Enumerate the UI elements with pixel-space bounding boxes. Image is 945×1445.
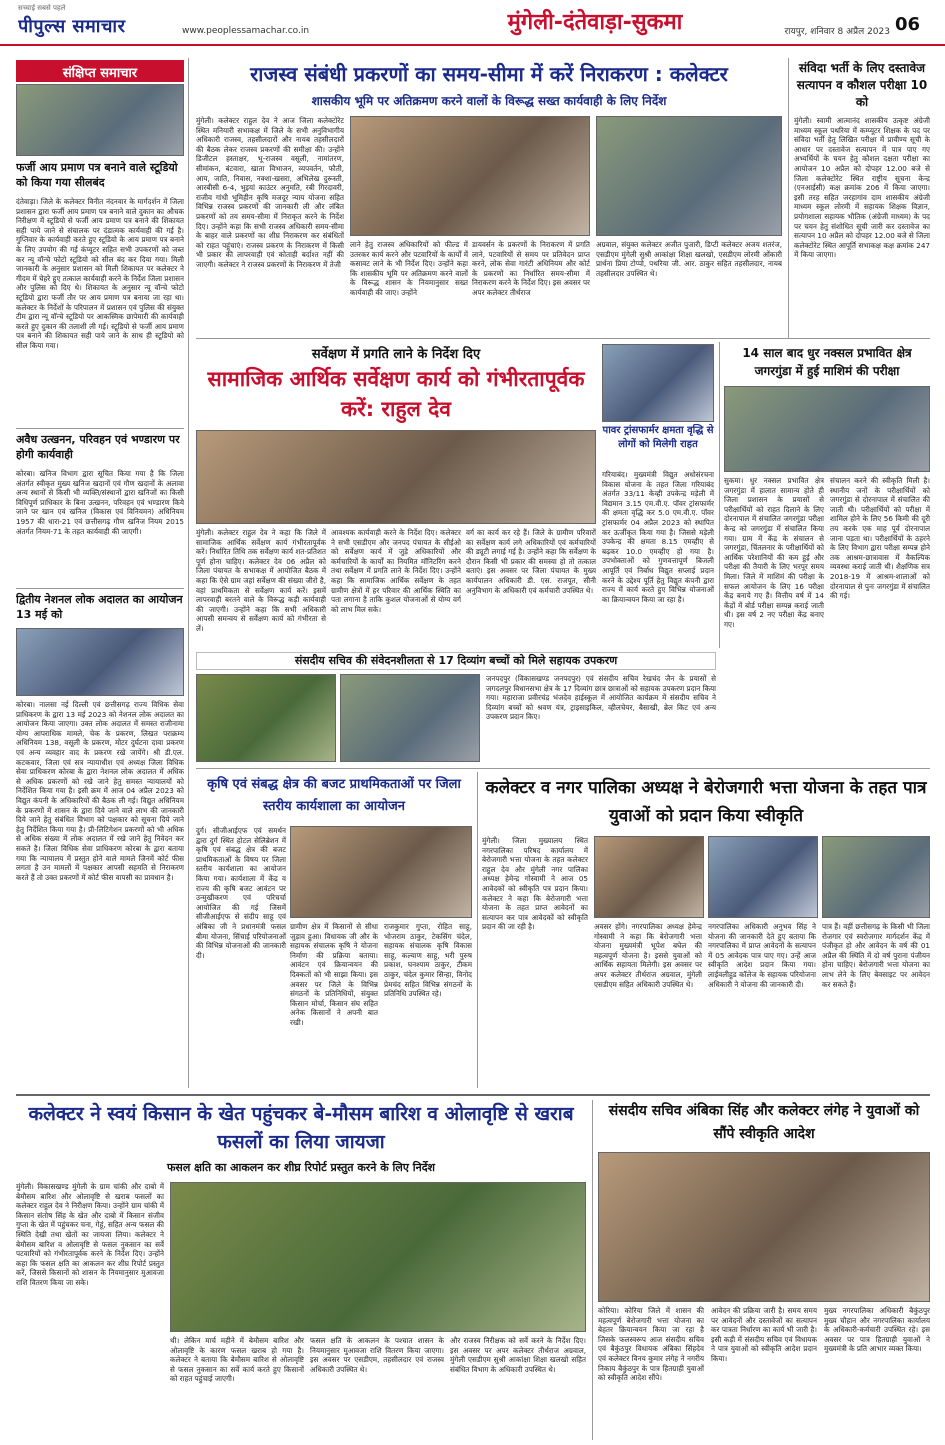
farm-photo [170, 1182, 586, 1332]
lead-body-col3: डायवर्सन के प्रकरणों के निराकरण में प्रगति लाने, पटवारियों से समय पर प्रतिवेदन प्राप्त करने, लोक सेवा गारंटी अधिनियम और कोर्ट के प्रकरणों का निर्धारित समय-सीमा में निराकरण करने के निर्देश दिए। इस अवसर पर अपर कलेक्टर तीर्थराज [472, 240, 590, 297]
dateline: रायपुर, शनिवार 8 अप्रैल 2023 [784, 27, 890, 37]
lead-photo-meeting [350, 116, 590, 236]
divider [196, 338, 930, 339]
agri-body-col3: राजकुमार गुप्ता, रोहित साहू, भोजराम ठाकुर, टेकसिंग चंदेल, सहायक संचालक कृषि विकास साहू, कल्याण साहू, भरी पुरुष प्रकाश, घनश्याम ठाकुर, टीकम ठाकुर, चंदेल कुमार सिन्हा, विनोद प्रेमचंद सहित विभिन्न संगठनों के प्रतिनिधि उपस्थित रहे। [384, 922, 472, 999]
divider [196, 768, 930, 769]
lead-body-col1: मुंगेली। कलेक्टर राहुल देव ने आज जिला कलेक्टोरेट स्थित मनियारी सभाकक्ष में जिले के सभी अनुविभागीय अधिकारी राजस्व, तहसीलदारों और नायब तहसीलदारों की बैठक लेकर राजस्व प्रकरणों की समीक्षा की। उन्होंने डिजीटल हस्ताक्षर, भू-राजस्व वसूली, नामांतरण, सीमांकन, बंटवारा, खाता विभाजन, व्यपवर्तन, फौती, आय, जाति, निवास, नक्शा-खसरा, अभिलेख दुरूस्ती, आरबीसी 6-4, भुइयां काउंटर अनुमति, रबी गिरदावरी, राजीव गांधी भूमिहीन कृषि मजदूर न्याय योजना सहित विभिन्न राजस्व प्रकरणों की जानकारी ली और लंबित प्रकरणों को तय समय-सीमा में निराकृत करने के निर्देश दिए। उन्होंने कहा कि सभी राजस्व अधिकारी समय-सीमा के बाहर वाले प्रकरणों का शीघ्र निराकरण कर संबंधितों को राहत पहुंचाएं। राजस्व प्रकरण के निराकरण में किसी भी प्रकार की लापरवाही एवं कोताही बर्दाश्त नहीं की जाएगी। कलेक्टर ने राजस्व प्रकरणों के निराकरण में तेजी [196, 116, 344, 269]
sanction-headline: संसदीय सचिव अंबिका सिंह और कलेक्टर लंगेह ने युवाओं को सौंपे स्वीकृति आदेश [608, 1103, 920, 1142]
logo-tagline: सच्चाई सबसे पहले [18, 4, 66, 12]
brief-3-headline: द्वितीय नेशनल लोक अदालत का आयोजन 13 मई को [16, 593, 183, 621]
divider [16, 428, 184, 429]
bhatta-photo-1 [594, 836, 704, 918]
farm-subhead: फसल क्षति का आकलन कर शीघ्र रिपोर्ट प्रस्तुत करने के लिए निर्देश [166, 1161, 436, 1174]
lead-photo-officials [596, 116, 782, 236]
exam-body-col1: सुकमा। धुर नक्सल प्रभावित क्षेत्र जगरगुंडा में हालात सामान्य होते ही जिला प्रशासन के प्रयासों से परीक्षार्थियों को राहत दिलाने के लिए दोरनापाल में संचालित जगरगुंडा परीक्षा केन्द्र को जगरगुंडा में संचालित किया गया। ग्राम में केंद्र के संचालन से जगरगुंडा, चिंतलनार के परीक्षार्थियों को आर्थिक परेशानियों की कम हुई और परीक्षा की तैयारी के लिए भरपूर समय मिला। जिले में माशिमं की परीक्षा के सफल आयोजन के लिए 16 परीक्षा केंद्र बनाये गए हैं। वित्तीय वर्ष में 14 केंद्रों में बोर्ड परीक्षा सम्पन्न कराई जाती थी। इस वर्ष 2 नए परीक्षा केंद्र बनाए गए। [724, 476, 824, 629]
brief-news-tag: संक्षिप्त समाचार [16, 60, 184, 82]
samvida-body: मुंगेली। स्वामी आत्मानंद शासकीय उत्कृष्ट अंग्रेजी माध्यम स्कूल पथरिया में कम्प्यूटर शिक्षक के पद पर संविदा भर्ती हेतु लिखित परीक्षा में प्रावीण्य सूची के आधार पर दस्तावेज सत्यापन में पात्र पाए गए अभ्यर्थियों के चयन हेतु कौशल दक्षता परीक्षा का आयोजन 10 अप्रैल को दोपहर 12.00 बजे से जिला कलेक्टोरेट स्थित राष्ट्रीय सूचना केन्द्र (एनआईसी) कक्ष क्रमांक 206 में किया जाएगा। इसी तरह सहित जरहागांव दाम शासकीय अंग्रेजी माध्यम स्कूल लोरमी में सहायक शिक्षक विज्ञान, प्रयोगशाला सहायक भौतिक (अंग्रेजी माध्यम) के पद पर चयन हेतु संशोधित सूची जारी कर दस्तावेज का सत्यापन 10 अप्रैल को दोपहर 12.00 बजे से जिला कलेक्टोरेट स्थित आपूर्ति सभाकक्ष कक्ष क्रमांक 247 में किया जाएगा। [794, 116, 930, 260]
masthead [0, 0, 945, 46]
divyang-headline-box [196, 652, 716, 670]
bhatta-body-col3: नगरपालिका अधिकारी अनुभव सिंह ने योजना की जानकारी देते हुए बताया कि नगरपालिका में प्राप्त आवेदनों के सत्यापन में 05 आवेदक पात्र पाए गए। उन्हें आज स्वीकृति आदेश प्रदान किया गया। लाईवलीहुड कॉलेज के सहायक परियोजना अधिकारी ने योजना की जानकारी दी। [708, 922, 816, 989]
agri-body-col1: दुर्ग। सीजीआईएफ एवं समर्थन द्वारा दुर्ग स्थित होटल सेलिब्रेशन में कृषि एवं संबद्ध क्षेत्र की बजट प्राथमिकताओं के विषय पर जिला स्तरीय कार्यशाला का आयोजन किया गया। कार्यशाला में केंद्र व राज्य की कृषि बजट आवंटन पर उन्मुखीकरण एवं परिचर्चा आयोजित की गई जिसमें सीजीआईएफ से संदीप साहू एवं अंबिका जी ने प्रधानमंत्री फसल बीमा योजना, सिंचाई परियोजनाओं की विभिन्न योजनाओं की जानकारी दी। [196, 826, 286, 960]
survey-kicker: सर्वेक्षण में प्रगति लाने के निर्देश दिए [311, 347, 481, 362]
farm-body-col2: थी। लेकिन मार्च महीने में बेमौसम बारिश और ओलावृष्टि के कारण फसल खराब हो गया है। कलेक्टर ने बताया कि बेमौसम बारिश से ओलावृष्टि से फसल नुकसान का सर्वे कार्य करते हुए किसानों को राहत पहुंचाई जाएगी। [170, 1336, 304, 1384]
logo-text: पीपुल्स समाचार [18, 16, 126, 37]
bhatta-photo-2 [708, 836, 818, 918]
page-number: 06 [895, 14, 921, 35]
newspaper-logo [18, 4, 168, 40]
survey-headline: सामाजिक आर्थिक सर्वेक्षण कार्य को गंभीरतापूर्वक करें: राहुल देव [207, 367, 585, 421]
column-rule [719, 342, 720, 648]
bhatta-photo-3 [822, 836, 930, 918]
agri-photo [290, 826, 472, 918]
column-rule [188, 58, 189, 1088]
brief-1-body: दंतेवाड़ा। जिले के कलेक्टर विनीत नंदनवार के मार्गदर्शन में जिला प्रशासन द्वारा फर्जी आय प्रमाण पत्र बनाने वाले दुकान का औचक निरीक्षण में स्टूडियो से फर्जी आय प्रमाण पत्र बनाने की शिकायत सही पाये जाने से संचालक पर दंडात्मक कार्यवाही की गई है। गुप्तिवार के कार्यवाही करते हुए स्टूडियो के आय प्रमाण पत्र बनाने के लिए उपयोग की गई कंप्यूटर सहित सभी उपकरणों को जब्त कर न्यू वॉन्चे फोटो स्टूडियो को सील बंद कर दिया गया। मिली जानकारी के अनुसार प्रशासन को मिली शिकायत पर कलेक्टर ने गीदम में चेहरे हुए तत्काल कार्यवाही करने के निर्देश जिला प्रशासन और पुलिस को दिए थे। शिकायत के अनुसार न्यू वॉन्चे फोटो स्टूडियो द्वारा फर्जी तौर पर आय प्रमाण पत्र बनाया जा रहा था। कलेक्टर के निर्देशों के परिपालन में प्रशासन एवं पुलिस की संयुक्त टीम द्वारा न्यू वॉन्चे स्टूडियो पर आकस्मिक छापेमारी की कार्यवाही करते हुए दुकान की तलाशी ली गई। स्टूडियो से फर्जी आय प्रमाण पत्र बनाने की शिकायत सही पाये जाने के साथ ही स्टूडियो को सील किया गया। [16, 197, 184, 350]
farm-body-col4: और राजस्व निरीक्षक को सर्वे करने के निर्देश दिए। इस अवसर पर अपर कलेक्टर तीर्थराज अग्रवाल, मुंगेली एसडीएम सुश्री आकांक्षा शिक्षा खलखो सहित संबंधित विभाग के अधिकारी उपस्थित थे। [450, 1336, 586, 1374]
brief-3-body: कोरबा। नालसा नई दिल्ली एवं छत्तीसगढ़ राज्य विधिक सेवा प्राधिकरण के द्वारा 13 मई 2023 को नेशनल लोक अदालत का आयोजन किया जाएगा। उक्त लोक अदालत में समस्त राजीनामा योग्य आपराधिक मामले, चेक के प्रकरण, लिखत पराक्रम्य अधिनियम 138, वसूली के प्रकरण, मोटर दुर्घटना दावा प्रकरण एवं अन्य व्यवहार वाद के प्रकरण रखे जायेंगे। श्री डी.एल. कटकवार, जिला एवं सत्र न्यायाधीश एवं अध्यक्ष जिला विधिक सेवा प्राधिकरण कोरबा के द्वारा नेशनल लोक अदालत में अधिक से अधिक प्रकरणों को रखे जाने हेतु समस्त न्यायालयों को निर्देशित किया गया है। इसी क्रम में आज 04 अप्रैल 2023 को विद्युत कंपनी के अधिकारियों की बैठक ली गई। विद्युत अधिनियम के प्रकरणों में शासन के द्वारा दिये जाने वाले लाभ की जानकारी दिये जाने हेतु संबंधित विभाग को पक्षकार को सूचना दिये जाने हेतु निर्देशित किया गया है। प्री-लिटिगेशन प्रकरणों को भी अधिक से अधिक संख्या में लोक अदालत में रखे जाने हेतु निवेदन कर सकते है। जिला विधिक सेवा प्राधिकरण कोरबा के द्वारा बताया गया कि न्यायालय में प्रस्तुत होने वाले मामले जिनमें कोर्ट फीस लगता है उन मामलों में पक्षकार आपसी सहमति से निराकरण करते हैं तो उक्त प्रकरणों में कोर्ट फीस वापसी का प्रावधान है। [16, 700, 184, 882]
transformer-body: गरियाबंद। मुख्यमंत्री विद्युत अधोसंरचना विकास योजना के तहत जिला गरियाबंद अंतर्गत 33/11 केव्ही उपकेन्द्र मड़ेली में विद्यमान 3.15 एम.वी.ए. पॉवर ट्रांसफार्मर की क्षमता वृद्धि कर 5.0 एम.वी.ए. पॉवर ट्रांसफार्मर 04 अप्रैल 2023 को स्थापित कर ऊर्जीकृत किया गया है। जिससे मड़ेली उपकेन्द्र की क्षमता 8.15 एमव्हीए से बढ़कर 10.0 एमव्हीए हो गया है। उपभोक्ताओं को गुणवत्तापूर्ण बिजली आपूर्ति एवं निर्बाध विद्युत सप्लाई प्रदान करने के उद्देश्य पूर्ति हेतु विद्युत कंपनी द्वारा राज्य में कार्य करते हुए विभिन्न योजनाओं का क्रियान्वयन किया जा रहा है। [602, 470, 714, 604]
survey-photo [196, 430, 596, 524]
column-rule [477, 772, 478, 1088]
sanction-body-col1: कोरिया। कोरिया जिले में शासन की महत्वपूर्ण बेरोजगारी भत्ता योजना का बेहतर क्रियान्वयन किया जा रहा है जिसके फलस्वरूप आज संसदीय सचिव एवं बैकुंठपुर विधायक अंबिका सिंहदेव एवं कलेक्टर विनय कुमार लंगेह ने नगरीय निकाय बैकुंठपुर के पात्र हितग्राही युवाओं को स्वीकृति आदेश सौंपे। [598, 1306, 704, 1383]
brief-photo-1 [16, 84, 184, 156]
bhatta-headline: कलेक्टर व नगर पालिका अध्यक्ष ने बेरोजगारी भत्ता योजना के तहत पात्र युवाओं को प्रदान किया स्वीकृति [485, 778, 927, 826]
brief-2-headline: अवैध उत्खनन, परिवहन एवं भण्डारण पर होगी कार्यवाही [16, 433, 180, 461]
agri-headline: कृषि एवं संबद्ध क्षेत्र की बजट प्राथमिकताओं पर जिला स्तरीय कार्यशाला का आयोजन [207, 777, 461, 814]
lead-headline: राजस्व संबंधी प्रकरणों का समय-सीमा में करें निराकरण : कलेक्टर [250, 62, 728, 86]
brief-1-headline: फर्जी आय प्रमाण पत्र बनाने वाले स्टूडियो को किया गया सीलबंद [16, 161, 178, 189]
divyang-body: जनपदपुर (विकासखण्ड जनपदपुर) एवं संसदीय सचिव रेखचंद जैन के प्रयासों से जगदलपुर विधानसभा क्षेत्र के 17 दिव्यांग छात्र छात्राओं को सहायक उपकरण प्रदान किया गया। महाराजा प्रवीरचंद्र भंजदेव हाईस्कूल में आयोजित कार्यक्रम में संसदीय सचिव ने दिव्यांग बच्चों को श्रवण यंत्र, ट्राइसाइकिल, व्हीलचेयर, बैसाखी, ब्रेल किट एवं अन्य उपकरण प्रदान किए। [486, 674, 716, 722]
section-divider [16, 1094, 930, 1096]
transformer-headline: पावर ट्रांसफार्मर क्षमता वृद्धि से लोगों को मिलेगी राहत [602, 425, 714, 450]
exam-photo [724, 386, 930, 472]
farm-body-col1: मुंगेली। विकासखण्ड मुंगेली के ग्राम चांकी और दाबो में बेमौसम बारिश और ओलावृष्टि से खराब फसलों का कलेक्टर राहुल देव ने निरीक्षण किया। उन्होंने ग्राम चांकी में किसान संतोष सिंह के खेत और दाबो में किसान संजीव गुप्ता के खेत में पहुंचकर चना, गेहूं, सहित अन्य फसल की स्थिति देखी तथा खेतों का जायजा लिया। कलेक्टर ने बेमौसम बारिश व ओलावृष्टि से फसल नुकसान का सर्वे पटवारियों को गंभीरतापूर्वक करने के निर्देश दिए। उन्होंने कहा कि फसल क्षति का आकलन कर शीघ्र रिपोर्ट प्रस्तुत करें, जिससे किसानों को शासन के नियमानुसार मुआवजा राशि वितरण किया जा सके। [16, 1182, 164, 1287]
lead-body-col2: लाने हेतु राजस्व अधिकारियों को फील्ड में उतरकर कार्य करने और पटवारियों के कार्यों में कसावट लाने के भी निर्देश दिए। उन्होंने कहा कि शासकीय भूमि पर अतिक्रमण करने वालों के विरूद्ध शासन के नियमानुसार सख्त कार्यवाही की जाए। उन्होंने [350, 240, 468, 297]
bhatta-body-col2: अवसर होंगे। नगरपालिका अध्यक्ष हेमेन्द्र गोस्वामी ने कहा कि बेरोजगारी भत्ता योजना मुख्यमंत्री भूपेश बघेल की महत्वपूर्ण योजना है। इससे युवाओं को आर्थिक सहायता मिलेगी। इस अवसर पर अपर कलेक्टर तीर्थराज अग्रवाल, मुंगेली एसडीएम सहित अधिकारी उपस्थित थे। [594, 922, 702, 989]
farm-body-col3: फसल क्षति के आकलन के पश्चात शासन के नियमानुसार मुआवजा राशि वितरण किया जाएगा। इस अवसर पर एसडीएम, तहसीलदार एवं राजस्व अधिकारी उपस्थित थे। [310, 1336, 444, 1374]
column-rule [592, 1100, 593, 1440]
divyang-headline: संसदीय सचिव की संवेदनशीलता से 17 दिव्यांग बच्चों को मिले सहायक उपकरण [294, 654, 618, 667]
district-banner: मुंगेली-दंतेवाड़ा-सुकमा [507, 10, 683, 35]
divyang-photo-2 [340, 674, 480, 762]
survey-body-col1: मुंगेली। कलेक्टर राहुल देव ने कहा कि जिले में सामाजिक आर्थिक सर्वेक्षण कार्य गंभीरतापूर्वक करें। निर्धारित तिथि तक सर्वेक्षण कार्य शत-प्रतिशत पूर्ण होना चाहिए। कलेक्टर देव 06 अप्रैल को जिला पंचायत के सभाकक्ष में आयोजित बैठक में कहा कि ऐसे ग्राम जहां सर्वेक्षण की संख्या जीरो है, वहां प्राथमिकता से सर्वेक्षण कार्य करें। इसमें लापरवाही बरतने वाले के विरूद्ध कड़ी कार्यवाही की जाएगी। उन्होंने कहा कि सभी अधिकारी आपसी समन्वय से सर्वेक्षण कार्य को गंभीरता से लें। [196, 528, 326, 633]
column-rule [788, 58, 789, 338]
exam-headline: 14 साल बाद धुर नक्सल प्रभावित क्षेत्र जगरगुंडा में हुई माशिमं की परीक्षा [742, 346, 912, 378]
agri-body-col2: ग्रामीण क्षेत्र में किसानों से सीधा जुड़ाव हुआ। विधायक जी और के सहायक संचालक कृषि ने योजना निर्माण की प्रक्रिया बताया। आवंटन एवं क्रियान्वयन की दिक्कतों को भी साझा किया। इस अवसर पर जिले के विभिन्न संगठनों के प्रतिनिधियों, संयुक्त किसान मोर्चा, किसान संघ सहित अनेक किसानों ने अपनी बात रखी। [290, 922, 378, 1027]
samvida-headline: संविदा भर्ती के लिए दस्तावेज सत्यापन व कौशल परीक्षा 10 को [796, 61, 928, 109]
sanction-body-col3: मुख्य नगरपालिका अधिकारी बैकुंठपुर मुख्य चौहान और नगरपालिका कार्यालय के अधिकारी-कर्मचारी उपस्थित रहे। इस अवसर पर पात्र हितग्राही युवाओं ने मुख्यमंत्री के प्रति आभार व्यक्त किया। [824, 1306, 930, 1354]
survey-body-col3: वर्ग का कार्य कर रहे हैं। जिले के ग्रामीण परिवारों का सर्वेक्षण कार्य लगे अधिकारियों एवं कर्मचारियों की ड्यूटी लगाई गई है। उन्होंने कहा कि सर्वेक्षण के दौरान किसी भी प्रकार की समस्या हो तो तत्काल बताएं। इस अवसर पर जिला पंचायत के मुख्य कार्यपालन अधिकारी डी. एस. राजपूत, सीनी अनुविभाग के अधिकारी एवं कर्मचारी उपस्थित थे। [466, 528, 596, 595]
farm-headline: कलेक्टर ने स्वयं किसान के खेत पहुंचकर बे-मौसम बारिश व ओलावृष्टि से खराब फसलों का लिया जायजा [28, 1103, 574, 1153]
bhatta-body-col4: पात्र हैं। वहीं छत्तीसगढ़ के किसी भी जिला रोजगार एवं स्वरोजगार मार्गदर्शन केंद्र में पंजीकृत हो और आवेदन के वर्ष की 01 अप्रैल की स्थिति में दो वर्ष पुराना पंजीयन होना चाहिए। बेरोजगारी भत्ता योजना का लाभ लेने के लिए बेवसाइट पर आवेदन कर सकते हैं। [822, 922, 930, 989]
brief-photo-2 [16, 628, 184, 696]
sanction-photo [598, 1152, 930, 1302]
divyang-photo-1 [196, 674, 336, 762]
website-url: www.peoplessamachar.co.in [182, 26, 310, 36]
exam-body-col2: संचालन करने की स्वीकृति मिली है। स्थानीय जनों के परीक्षार्थियों को जगरगुंडा से दोरनापाल में संचालित की जाती थी। परीक्षार्थियों को परीक्षा में शामिल होने के लिए 56 किमी की दूरी तय करके एक माह पूर्व दोरनापाल जाना पड़ता था। परीक्षार्थियों के ठहरने के लिए विभाग द्वारा परीक्षा सम्पन्न होने तक आश्रम-छात्रावास में वैकल्पिक व्यवस्था कराई जाती थी। शैक्षणिक सत्र 2018-19 में आश्रम-शालाओं को दोरनापाल से पुनः जगरगुंडा में संचालित की गई। [830, 476, 930, 601]
survey-body-col2: आवश्यक कार्यवाही करने के निर्देश दिए। कलेक्टर ने सभी एसडीएम और जनपद पंचायत के सीईओ को सर्वेक्षण कार्य में जुड़े अधिकारियों और कर्मचारियों के कार्यों का नियमित मॉनिटरिंग करने तथा सर्वेक्षण में प्रगति लाने के निर्देश दिए। उन्होंने कहा कि सामाजिक आर्थिक सर्वेक्षण के तहत ग्रामीण क्षेत्रों में हर परिवार की आर्थिक स्थिति का पता लगाना है ताकि कुशल योजनाओं से योग्य वर्ग को लाभ मिल सके। [331, 528, 461, 614]
lead-body-col4: अग्रवाल, संयुक्त कलेक्टर अजीत पुजारी, डिप्टी कलेक्टर अजय शतरंज, एसडीएम मुंगेली सुश्री आकांक्षा शिक्षा खलखो, एसडीएम लोरमी ओंकारी प्रार्थना प्रिया टोप्पो, पथरिया जी. आर. ठाकुर सहित तहसीलदार, नायब तहसीलदार उपस्थित थे। [596, 240, 782, 278]
sanction-body-col2: आवेदन की प्रक्रिया जारी है। समय समय पर आवेदनों और दस्तावेजों का सत्यापन कर पात्रता निर्धारण का कार्य भी जारी है। इसी कड़ी में संसदीय सचिव एवं विधायक ने पात्र युवाओं को स्वीकृति आदेश प्रदान किया। [711, 1306, 817, 1363]
brief-news-tag-box [16, 60, 184, 82]
bhatta-body-col1: मुंगेली। जिला मुख्यालय स्थित नगरपालिका परिषद कार्यालय में बेरोजगारी भत्ता योजना के तहत कलेक्टर राहुल देव और मुंगेली नगर पालिका अध्यक्ष हेमेन्द्र गोस्वामी ने आज 05 आवेदकों को स्वीकृति पत्र प्रदान किया। कलेक्टर ने कहा कि बेरोजगारी भत्ता योजना के तहत प्राप्त आवेदनों का सत्यापन कर पात्र आवेदकों को स्वीकृति प्रदान की जा रही है। [482, 836, 588, 932]
lead-subhead: शासकीय भूमि पर अतिक्रमण करने वालों के विरूद्ध सख्त कार्यवाही के लिए निर्देश [311, 94, 667, 108]
divider [16, 588, 184, 589]
brief-2-body: कोरबा। खनिज विभाग द्वारा सूचित किया गया है कि जिला अंतर्गत स्वीकृत मुख्य खनिज खदानों एवं गौण खदानों के अलावा अन्य स्थानों से किसी भी व्यक्ति/संस्थानों द्वारा खनिजों का किसी विधिपूर्ण प्राधिकार के बिना उत्खनन, परिवहन एवं भण्डारण किये जाने पर खान एवं खनिज (विकास एवं विनियमन) अधिनियम 1957 की धारा-21 एवं छत्तीसगढ़ गौण खनिज नियम 2015 अंतर्गत नियम-71 के तहत कार्यवाही की जाएगी। [16, 469, 184, 536]
transformer-photo [602, 344, 714, 422]
